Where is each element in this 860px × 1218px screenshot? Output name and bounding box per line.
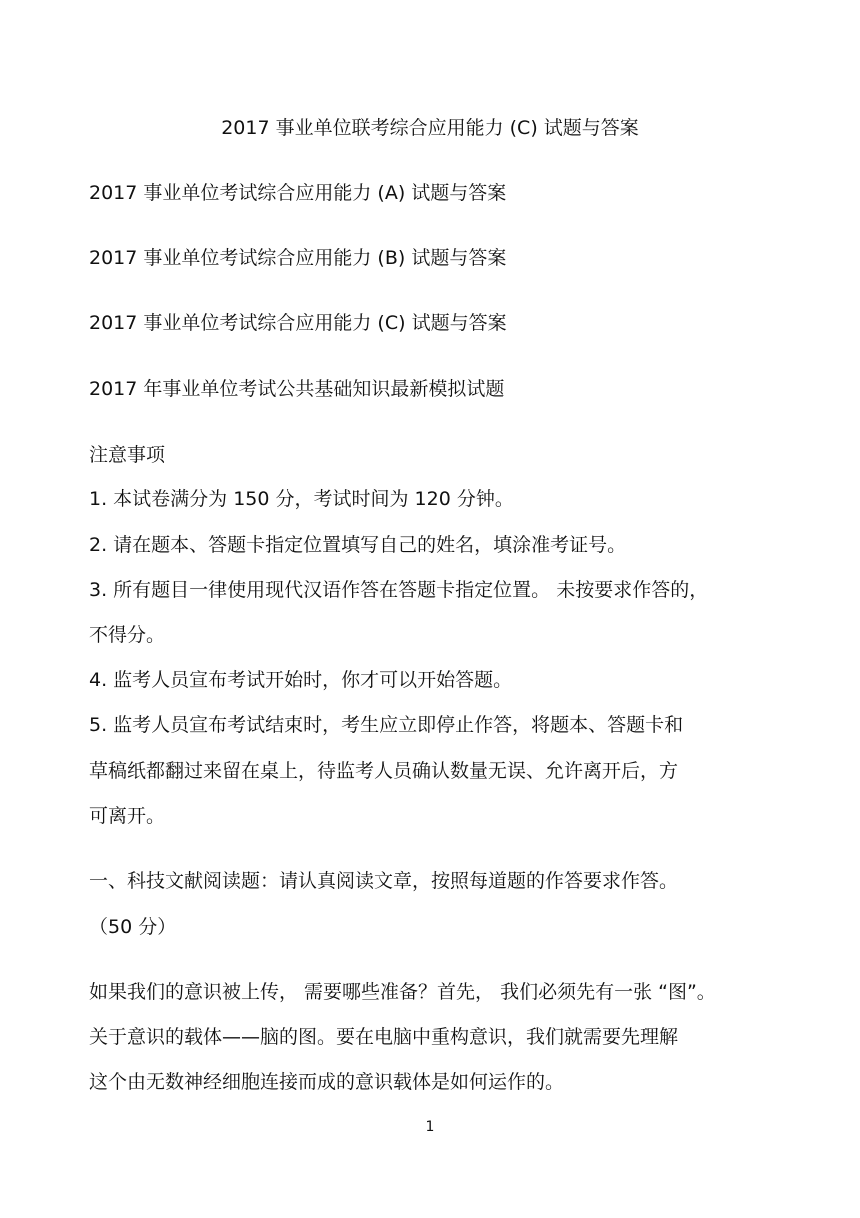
note-item-3-line-1: 3. 所有题目一律使用现代汉语作答在答题卡指定位置。 未按要求作答的， <box>89 579 709 601</box>
section-1-heading: 一、科技文献阅读题：请认真阅读文章，按照每道题的作答要求作答。 <box>89 870 679 892</box>
note-item-5-line-3: 可离开。 <box>89 805 166 827</box>
note-item-1: 1. 本试卷满分为 150 分，考试时间为 120 分钟。 <box>89 488 514 510</box>
page-number: 1 <box>425 1119 435 1135</box>
paragraph-line-3: 这个由无数神经细胞连接而成的意识载体是如何运作的。 <box>89 1071 565 1093</box>
note-item-5-line-1: 5. 监考人员宣布考试结束时，考生应立即停止作答，将题本、答题卡和 <box>89 714 684 736</box>
note-item-5-line-2: 草稿纸都翻过来留在桌上，待监考人员确认数量无误、允许离开后，方 <box>89 760 679 782</box>
reference-line-c: 2017 事业单位考试综合应用能力 (C) 试题与答案 <box>89 312 507 334</box>
section-1-points: （50 分） <box>89 916 177 938</box>
reference-line-b: 2017 事业单位考试综合应用能力 (B) 试题与答案 <box>89 247 507 269</box>
notes-heading: 注意事项 <box>89 444 166 466</box>
note-item-4: 4. 监考人员宣布考试开始时，你才可以开始答题。 <box>89 669 513 691</box>
document-title: 2017 事业单位联考综合应用能力 (C) 试题与答案 <box>221 117 639 139</box>
paragraph-line-2: 关于意识的载体——脑的图。要在电脑中重构意识，我们就需要先理解 <box>89 1026 679 1048</box>
reference-line-a: 2017 事业单位考试综合应用能力 (A) 试题与答案 <box>89 182 507 204</box>
reference-line-mock: 2017 年事业单位考试公共基础知识最新模拟试题 <box>89 378 505 400</box>
paragraph-line-1: 如果我们的意识被上传， 需要哪些准备？首先， 我们必须先有一张 “图”。 <box>89 981 716 1003</box>
note-item-3-line-2: 不得分。 <box>89 624 166 646</box>
note-item-2: 2. 请在题本、答题卡指定位置填写自己的姓名，填涂准考证号。 <box>89 534 627 556</box>
